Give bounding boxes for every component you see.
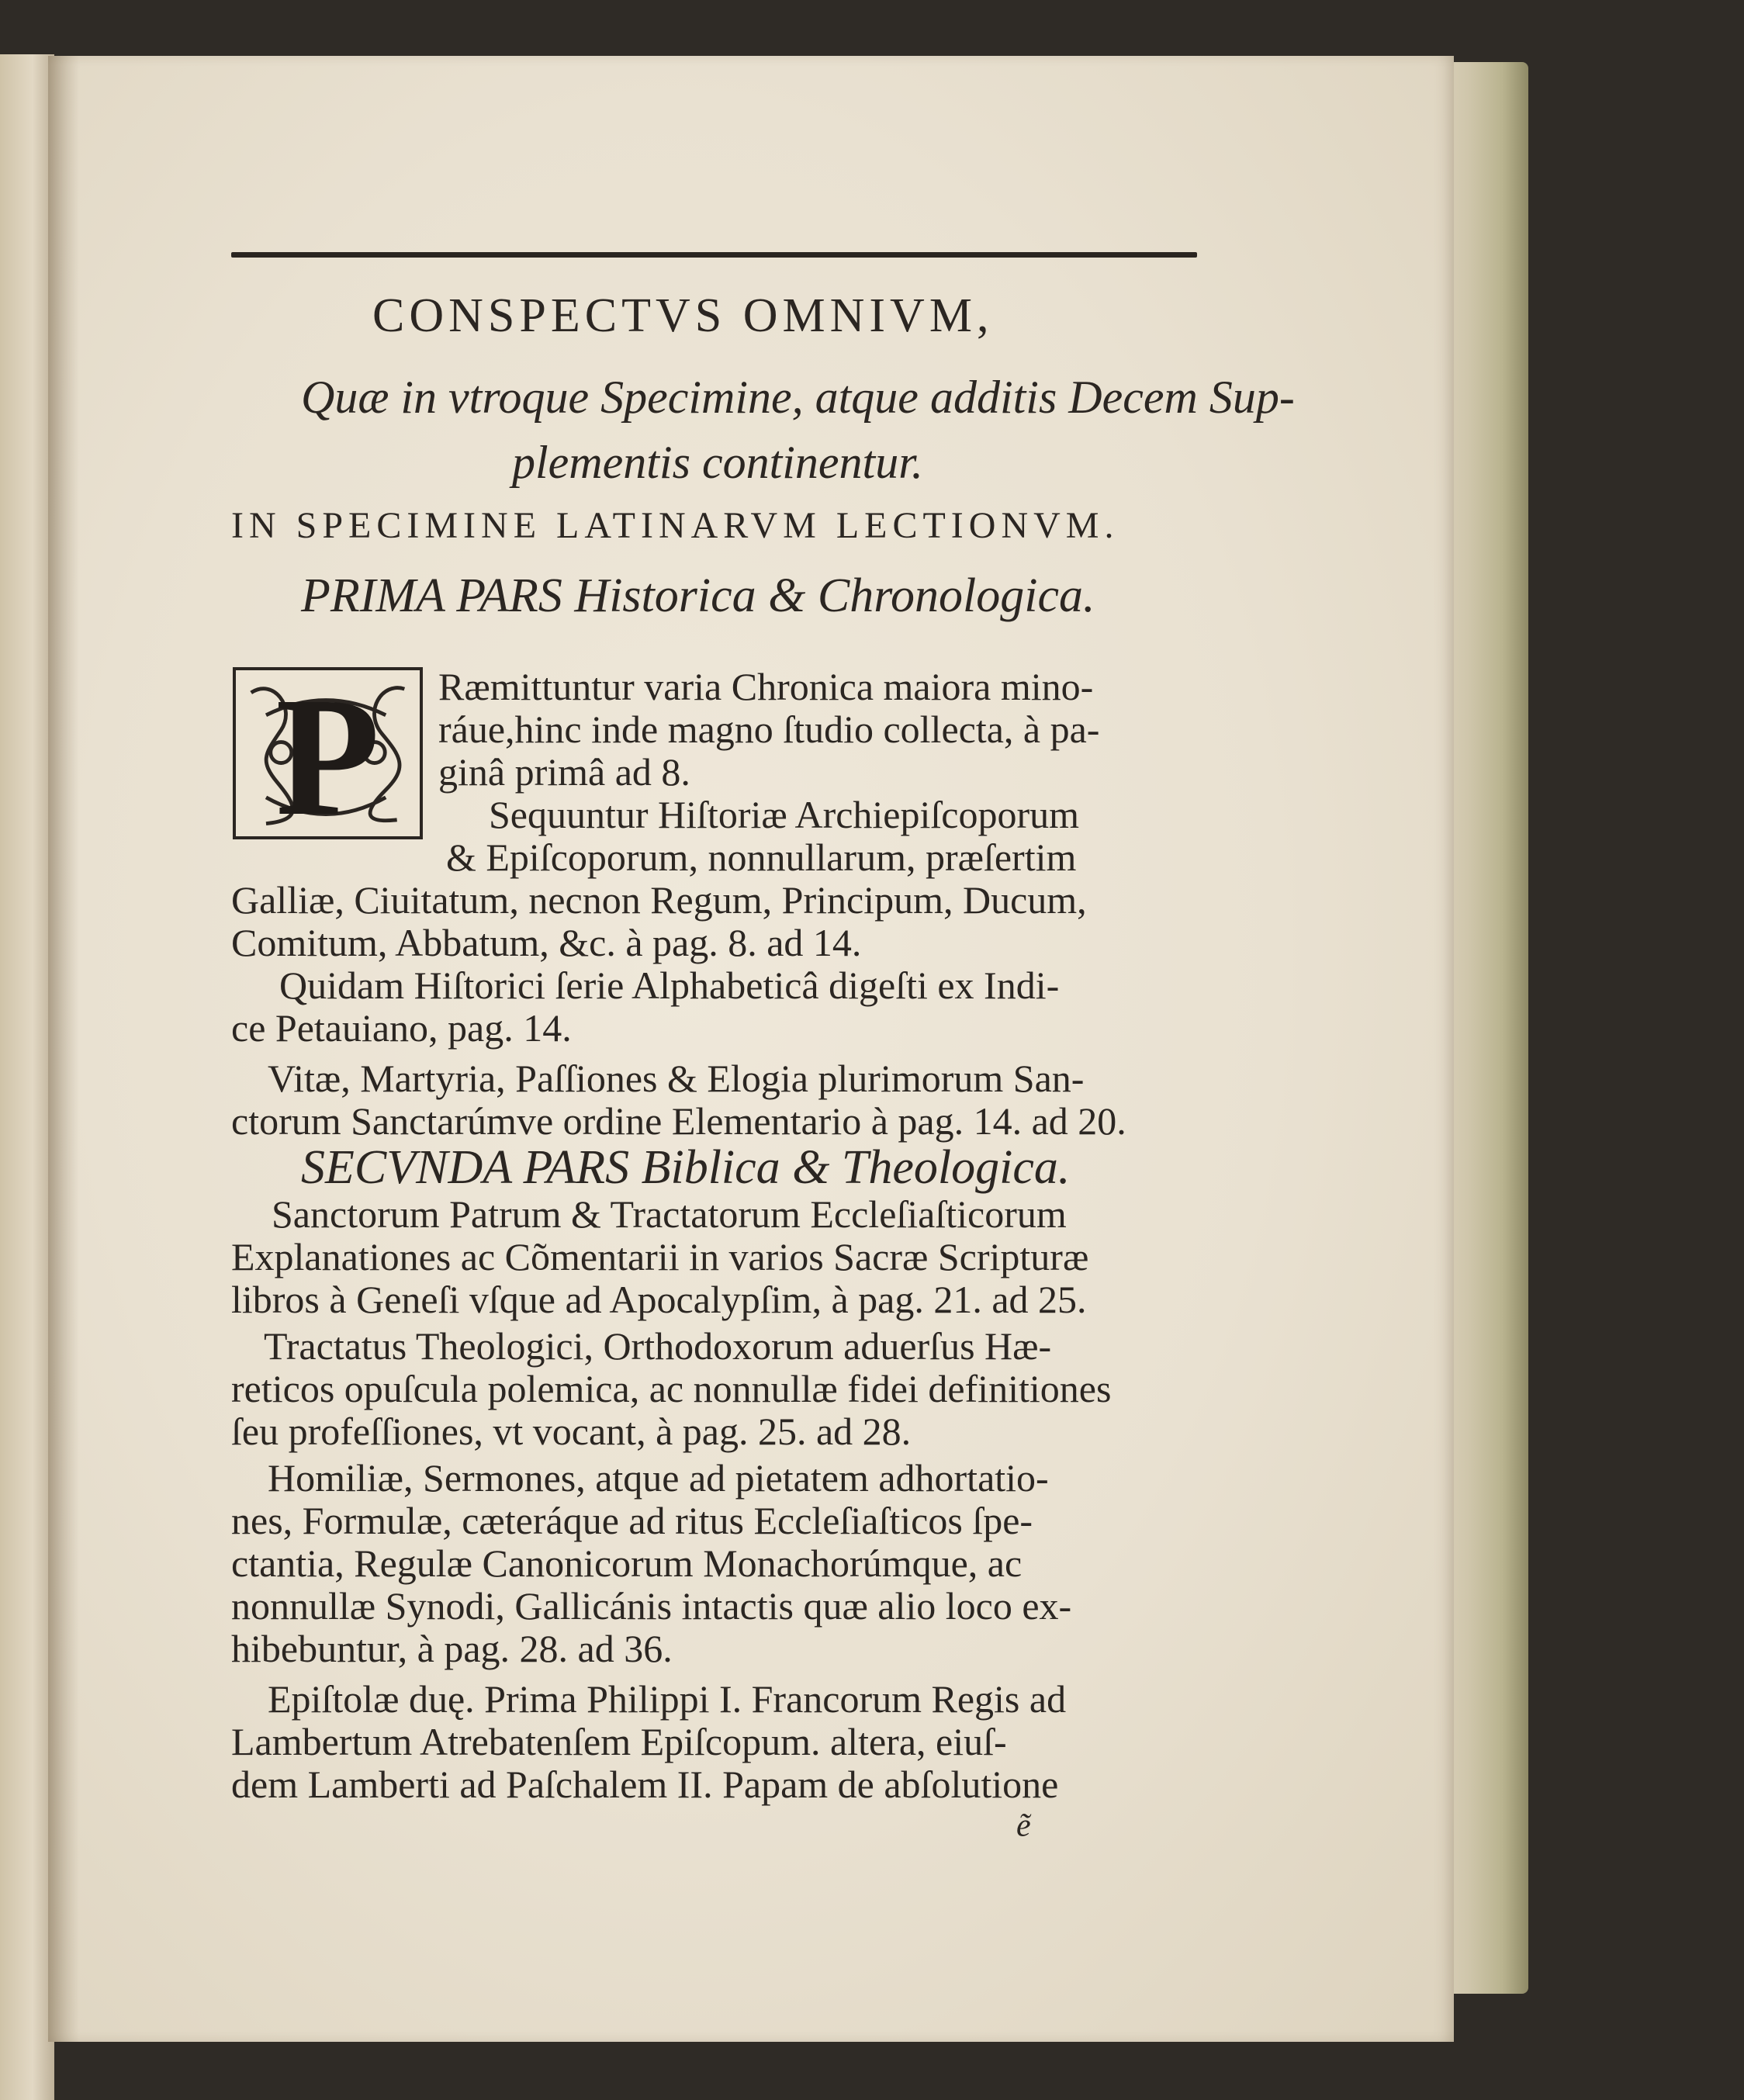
part1-line: Vitæ, Martyria, Paſſiones & Elogia plurimorum San- — [268, 1057, 1085, 1100]
part2-line: nes, Formulæ, cæteráque ad ritus Eccleſiaſticos ſpe- — [231, 1499, 1033, 1542]
part2-line: reticos opuſcula polemica, ac nonnullæ fidei definitiones — [231, 1367, 1112, 1410]
part1-line: ctorum Sanctarúmve ordine Elementario à pag. 14. ad 20. — [231, 1099, 1126, 1143]
part1-line: ráue,hinc inde magno ſtudio collecta, à pa- — [438, 707, 1100, 751]
signature-mark: ẽ — [1016, 1808, 1031, 1844]
part1-line: ginâ primâ ad 8. — [438, 750, 690, 794]
header-rule — [231, 252, 1197, 258]
part1-line: ce Petauiano, pag. 14. — [231, 1006, 572, 1050]
part1-line: Comitum, Abbatum, &c. à pag. 8. ad 14. — [231, 921, 862, 964]
gutter-shadow — [48, 56, 79, 2042]
part2-line: Homiliæ, Sermones, atque ad pietatem adhortatio- — [268, 1456, 1049, 1500]
part2-heading: SECVNDA PARS Biblica & Theologica. — [301, 1141, 1071, 1194]
part2-line: hibebuntur, à pag. 28. ad 36. — [231, 1627, 673, 1670]
part1-line: & Epiſcoporum, nonnullarum, præſertim — [446, 836, 1077, 879]
part2-line: nonnullæ Synodi, Gallicánis intactis quæ alio loco ex- — [231, 1584, 1072, 1628]
page-title: CONSPECTVS OMNIVM, — [372, 289, 994, 342]
decorated-initial — [233, 662, 423, 851]
part2-line: dem Lamberti ad Paſchalem II. Papam de abſolutione — [231, 1763, 1059, 1806]
part2-line: Lambertum Atrebatenſem Epiſcopum. altera, eiuſ- — [231, 1720, 1007, 1763]
page-block-edge — [1443, 62, 1528, 1994]
facing-page-edge — [0, 54, 54, 2100]
part2-line: Explanationes ac Cõmentarii in varios Sacræ Scripturæ — [231, 1235, 1089, 1278]
section-heading: IN SPECIMINE LATINARVM LECTIONVM. — [231, 505, 1119, 546]
part1-line: Galliæ, Ciuitatum, necnon Regum, Principum, Ducum, — [231, 878, 1087, 922]
part2-line: Sanctorum Patrum & Tractatorum Eccleſiaſticorum — [272, 1192, 1067, 1236]
part2-line: ſeu profeſſiones, vt vocant, à pag. 25. ad 28. — [231, 1410, 912, 1453]
dropcap-letter: P — [275, 662, 380, 851]
subtitle-line-2: plementis continentur. — [512, 437, 923, 488]
part1-line: Sequuntur Hiſtoriæ Archiepiſcoporum — [489, 793, 1080, 836]
part2-line: ctantia, Regulæ Canonicorum Monachorúmque, ac — [231, 1541, 1023, 1585]
part1-line: Quidam Hiſtorici ſerie Alphabeticâ digeſti ex Indi- — [279, 964, 1060, 1007]
part1-heading: PRIMA PARS Historica & Chronologica. — [301, 569, 1095, 622]
part2-line: Epiſtolæ duę. Prima Philippi I. Francorum Regis ad — [268, 1677, 1067, 1721]
subtitle-line-1: Quæ in vtroque Specimine, atque additis Decem Sup- — [301, 372, 1295, 423]
part2-line: Tractatus Theologici, Orthodoxorum aduerſus Hæ- — [264, 1324, 1052, 1368]
part1-line: Ræmittuntur varia Chronica maiora mino- — [438, 665, 1094, 708]
part2-line: libros à Geneſi vſque ad Apocalypſim, à pag. 21. ad 25. — [231, 1278, 1087, 1321]
